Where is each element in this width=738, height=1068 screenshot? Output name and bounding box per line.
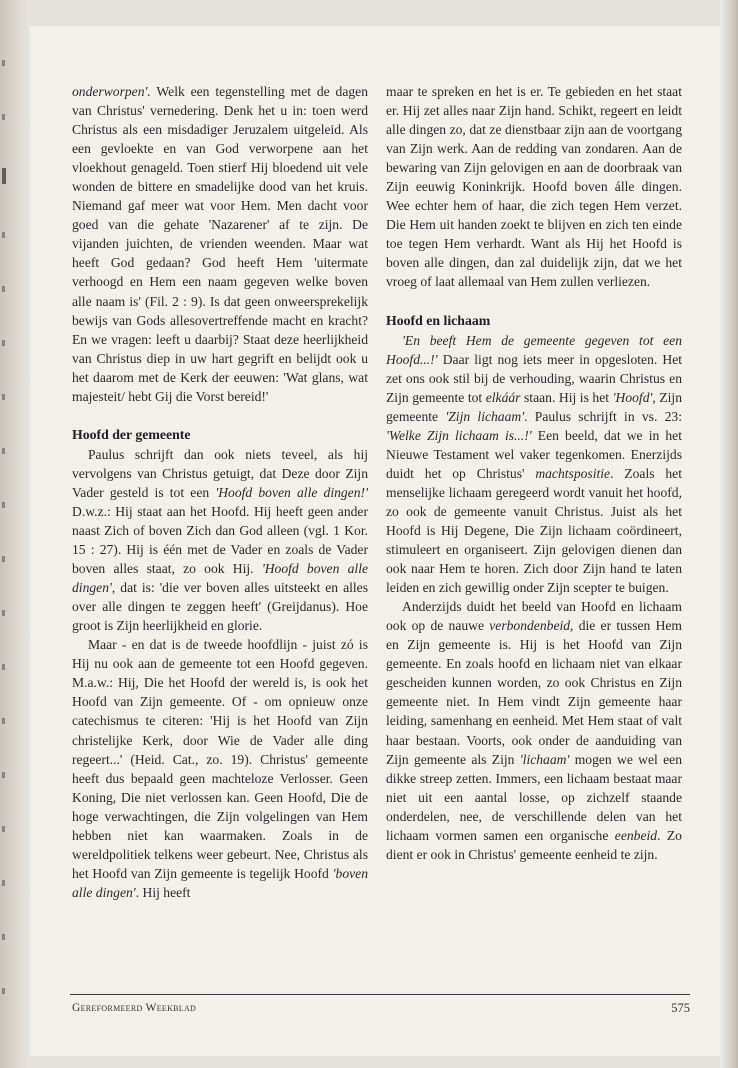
italic-run: 'Hoofd': [612, 389, 653, 405]
text-run: Maar - en dat is de tweede hoofdlijn - juist zó is Hij nu ook aan de gemeente tot een Hoofd gegeven. M.a.w.: Hij, Die het Hoofd der wereld is, is ook het Hoofd van Zijn gemeente. Of - om opnieuw onze catechismus te citeren: 'Hij is het Hoofd van Zijn christelijke Kerk, door Wie de Vader alle ding regeert...' (Heid. Cat., zo. 19). Christus' gemeente heeft dus bepaald geen machteloze Verlosser. Geen Koning, Die niet verlossen kan. Geen Hoofd, Die de hoge verwachtingen, die Zijn volgelingen van Hem hebben niet kan waarmaken. Zoals in de wereldpolitiek telkens weer gebeurt. Nee, Christus als het Hoofd van Zijn gemeente is tegelijk Hoofd: [72, 637, 368, 881]
text-run: , Zijn gemeente: [386, 389, 683, 424]
italic-run: eenbeid: [614, 827, 658, 843]
paragraph: [72, 635, 368, 902]
book-spine: [0, 0, 30, 1068]
italic-run: 'lichaam': [519, 751, 570, 767]
section-heading: Hoofd der gemeente: [72, 426, 191, 442]
text-run: . Zo dient er ook in Christus' gemeente eenheid te zijn.: [386, 827, 682, 862]
italic-run: 'En beeft Hem de gemeente gegeven tot een Hoofd...!': [386, 332, 682, 367]
page-stack-edge: [720, 0, 738, 1068]
facing-page-edge-marks: [2, 60, 14, 1042]
section-heading: Hoofd en lichaam: [386, 312, 491, 328]
italic-run: elkáár: [485, 389, 521, 405]
text-run: Anderzijds duidt het beeld van Hoofd en lichaam ook op de nauwe: [386, 599, 682, 634]
italic-run: 'boven alle dingen': [72, 865, 368, 900]
left-column: [72, 82, 368, 902]
italic-run: machtspositie: [535, 465, 611, 481]
italic-run: 'Hoofd boven alle dingen!': [215, 484, 368, 500]
paragraph: [72, 445, 368, 635]
text-run: . Hij heeft: [135, 884, 191, 900]
text-run: , die er tussen Hem en Zijn gemeente is. Hij is het Hoofd van Zijn gemeente. En zoals hoofd en lichaam niet van elkaar gescheiden kunnen worden, zo ook Christus en Zijn gemeente niet. In Hem vindt Zijn gemeente haar leiding, samenhang en eenheid. Met Hem staat of valt haar bestaan. Voorts, ook onder de aanduiding van Zijn gemeente als Zijn: [386, 618, 682, 767]
publication-name: Gereformeerd Weekblad: [72, 1002, 197, 1014]
page-number: 575: [671, 1001, 690, 1015]
italic-run: 'Welke Zijn lichaam is...!': [386, 427, 532, 443]
italic-run: 'Zijn lichaam': [445, 408, 525, 424]
footer-rule: [70, 994, 690, 995]
italic-run: 'Hoofd boven alle dingen': [72, 561, 369, 596]
italic-run: verbondenbeid: [489, 618, 571, 634]
text-run: maar te spreken en het is er. Te gebieden en het staat er. Hij zet alles naar Zijn hand. Schikt, regeert en leidt alle dingen zo, dat ze dienstbaar zijn aan de voortgang van Zijn werk. Aan de redding van zondaren. Aan de bewaring van Zijn gelovigen en aan de doorbraak van Zijn eeuwig Koninkrijk. Hoofd boven álle dingen. Wee echter hem of haar, die zich tegen Hem verzet. Die Hem uit handen zoekt te blijven en zich ten einde toe tegen Hem verhardt. Want als Hij het Hoofd is boven alle dingen, dan zal duidelijk zijn, dat we het vroeg of laat allemaal van Hem zullen verliezen.: [386, 84, 682, 290]
text-run: . Paulus schrijft in vs. 23:: [524, 408, 682, 424]
paragraph: [72, 82, 368, 406]
paragraph: [386, 82, 682, 292]
text-run: D.w.z.: Hij staat aan het Hoofd. Hij heeft geen ander naast Zich of boven Zich dan God alleen (vgl. 1 Kor. 15 : 27). Hij is één met de Vader en zoals de Vader boven alles staat, zo ook Hij.: [72, 503, 368, 577]
text-run: . Zoals het menselijke lichaam geregeerd wordt vanuit het hoofd, zo ook de gemeente vanuit Christus. Juist als het Hoofd is Hij Degene, Die Zijn lichaam coördineert, stimuleert en organiseert. Zijn gelovigen dienen dan ook naar Hem te horen. Zich door Zijn hand te laten leiden en zich gewillig onder Zijn scepter te buigen.: [386, 465, 682, 596]
text-run: Een beeld, dat we in het Nieuwe Testament wel vaker tegenkomen. Enerzijds duidt het op Christus': [386, 427, 682, 481]
text-run: staan. Hij is het: [520, 389, 613, 405]
text-run: Daar ligt nog iets meer in opgesloten. Het zet ons ook stil bij de verhouding, waarin Christus en Zijn gemeente tot: [386, 351, 682, 405]
italic-run: onderworpen'.: [72, 84, 151, 99]
right-column: [386, 82, 682, 864]
magazine-page: [30, 26, 720, 1056]
text-run: Welk een tegenstelling met de dagen van Christus' vernedering. Denk het u in: toen werd Christus als een misdadiger Jeruzalem uitgeleid. Als een gevloekte en van God verworpene aan het vloekhout genageld. Toen stierf Hij bloedend uit vele wonden de bittere en smadelijke dood van het kruis. Niemand gaf meer wat voor Hem. Men dacht voor goed van die gehate 'Nazarener' af te zijn. De vijanden juichten, de vrienden weenden. Maar wat heeft God gedaan? God heeft Hem 'uitermate verhoogd en Hem een naam gegeven welke boven alle naam is' (Fil. 2 : 9). Is dat geen onweersprekelijk bewijs van Gods allesovertreffende macht en kracht? En we vragen: leeft u daarbij? Staat deze heerlijkheid van Christus diep in uw hart gegrift en belijdt ook u het daarom met de Kerk der eeuwen: 'Wat glans, wat majesteit/ hebt Gij die Vorst bereid!': [72, 84, 368, 404]
text-run: mogen we wel een dikke streep zetten. Immers, een lichaam bestaat maar niet uit een aantal losse, op zichzelf staande onderdelen, nee, de verschillende delen van het lichaam vormen samen een organische: [386, 751, 682, 843]
paragraph: [386, 331, 682, 598]
text-run: Paulus schrijft dan ook niets teveel, als hij vervolgens van Christus getuigt, dat Deze door Zijn Vader gesteld is tot een: [72, 446, 368, 500]
text-run: , dat is: 'die ver boven alles uitsteekt en alles over alle dingen te zeggen heeft' (Greijdanus). Hoe groot is Zijn heerlijkheid en glorie.: [72, 580, 368, 634]
paragraph: [386, 597, 682, 864]
